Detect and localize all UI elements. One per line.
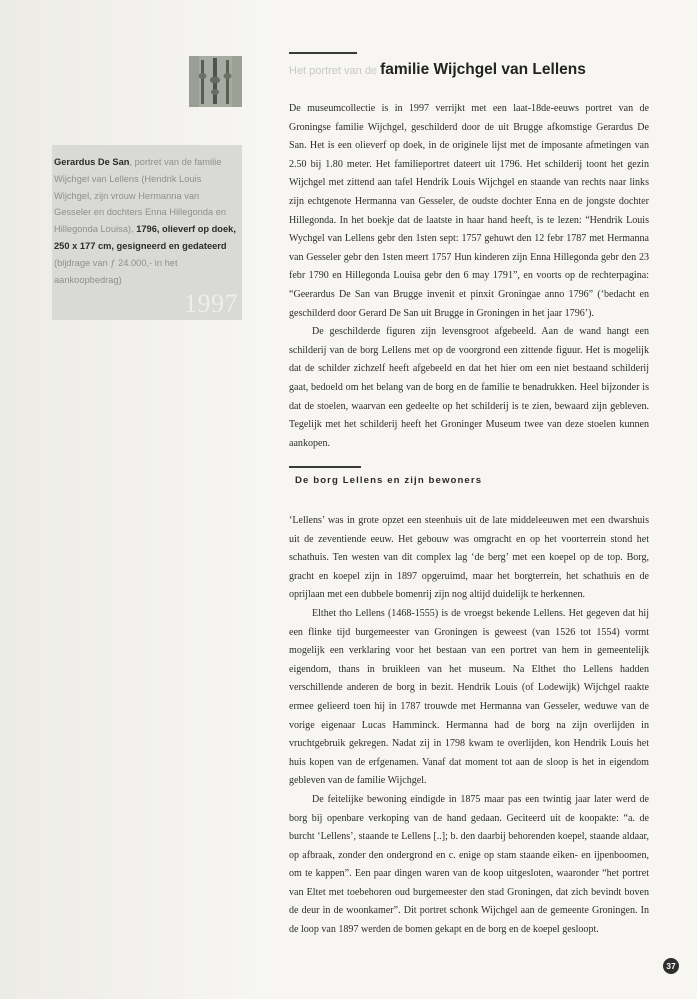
page-number: 37 xyxy=(663,958,679,974)
page-title xyxy=(289,61,586,79)
section-text xyxy=(289,512,649,940)
page-title-prefix: Het portret van de xyxy=(289,65,381,77)
artwork-caption-box xyxy=(52,145,242,320)
artwork-caption xyxy=(54,154,238,288)
page-title-main: familie Wijchgel van Lellens xyxy=(380,61,586,78)
section-heading: De borg Lellens en zijn bewoners xyxy=(295,475,483,486)
paragraph: De feitelijke bewoning eindigde in 1875 maar pas een twintig jaar later werd de borg bij openbare verkoping van de hand gedaan. Geciteerd uit de koopakte: “a. de burcht ‘Lellens’, staande te Lellens [..]; b. den daarbij behorenden koepel, staande aldaar, op afbraak, zonder den ondergrond en c. enige op stam staande eiken- en ijpenboomen, om te kappen”. Een paar dingen waren van de koop uitgesloten, waaronder “het portret van Eltet met toebehoren oud burgemeester den stad Groningen, dat zich bevindt boven de deur in de woonkamer”. Dit portret schonk Wijchgel aan de gemeente Groningen. In de loop van 1897 werden de bomen gekapt en de borg en de koepel gesloopt. xyxy=(289,793,649,936)
artist-name: Gerardus De San xyxy=(54,157,130,167)
acquisition-year: 1997 xyxy=(184,289,238,318)
artwork-details: 1796, olieverf op doek, 250 x 177 cm, gesigneerd en gedateerd xyxy=(54,224,236,251)
paragraph: Elthet tho Lellens (1468-1555) is de vroegst bekende Lellens. Het gegeven dat hij een flinke tijd burgemeester van Groningen is geweest (van 1526 tot 1554) vormt mogelijk een verklaring voor het bestaan van een portret van hem in gemeentelijk eigendom, thans in bruikleen van het museum. Na Elthet tho Lellens hadden verschillende anderen de borg in bezit. Hendrik Louis (of Lodewijk) Wijchgel raakte ermee gelieerd toen hij in 1787 trouwde met Hermanna van Gesseler, weduwe van de vorige eigenaar Lucas Hamminck. Hermanna had de borg na zijn overlijden in vruchtgebruik gekregen. Nadat zij in 1798 kwam te overlijden, kon Hendrik Louis het huis kopen van de erfgenamen. Vanaf dat moment tot aan de sloop is het in eigendom gebleven van de familie Wijchgel. xyxy=(289,607,649,787)
heading-rule xyxy=(289,52,357,54)
artwork-description: , portret van de familie Wijchgel van Lellens (Hendrik Louis Wijchgel, zijn vrouw Hermanna van Gesseler en dochters Enna Hillegonda en Hillegonda Louisa), xyxy=(54,157,227,235)
intro-text xyxy=(289,100,649,453)
paragraph: De museumcollectie is in 1997 verrijkt met een laat-18de-eeuws portret van de Groningse familie Wijchgel, geschilderd door de uit Brugge afkomstige Gerardus De San. Het is een olieverf op doek, in de originele lijst met de imposante afmetingen van 2.50 bij 1.80 meter. Het familieportret dateert uit 1796. Het schilderij toont het gezin Wijchgel met zittend aan tafel Hendrik Louis Wijchgel en staande van rechts naar links zijn echtgenote Hermanna van Gesseler, de oudste dochter Enna en de jongste dochter Hillegonda. In het boekje dat de laatste in haar hand heeft, is te lezen: “Hendrik Louis Wychgel van Lellens gebr den 1sten sept: 1757 gehuwt den 12 febr 1787 met Hermanna van Gesseler gebr den 1sten meert 1757 Hun kinderen zijn Enna Hillegonda gebr den 23 febr 1790 en Hillegonda Louisa gebr den 6 may 1791”, en voorts op de rechterpagina: “Geerardus De San van Brugge invenit et pinxit Groningae anno 1796” (‘bedacht en geschilderd door Gerard De San uit Brugge in Groningen in het jaar 1796’). xyxy=(289,103,649,319)
acquisition-note: (bijdrage van ƒ 24.000,- in het aankoopbedrag) xyxy=(54,257,178,285)
paragraph: De geschilderde figuren zijn levensgroot afgebeeld. Aan de wand hangt een schilderij van de borg Lellens met op de voorgrond een zittende figuur. Het is mogelijk dat de schilder zichzelf heeft afgebeeld en dat het hier om een niet bestaand schilderij gaat, bedoeld om het belang van de borg en de familie te benadrukken. Heel bijzonder is dat de stoelen, waarvan een gedeelte op het schilderij is te zien, bewaard zijn gebleven. Tegelijk met het schilderij heeft het Groninger Museum twee van deze stoelen kunnen aankopen. xyxy=(289,326,649,449)
section-rule xyxy=(289,466,361,468)
painting-thumbnail-icon xyxy=(189,56,242,107)
paragraph: ‘Lellens’ was in grote opzet een steenhuis uit de late middeleeuwen met een dwarshuis uit de zeventiende eeuw. Het gebouw was omgracht en op het voorterrein stond het schathuis. Ten westen van dit complex lag ‘de berg’ met een koepel op de top. Borg, gracht en koepel zijn in 1897 opgeruimd, maar het borgterrein, het schathuis en de oprijlaan met een dubbele bomenrij zijn nog altijd duidelijk te herkennen. xyxy=(289,515,649,601)
